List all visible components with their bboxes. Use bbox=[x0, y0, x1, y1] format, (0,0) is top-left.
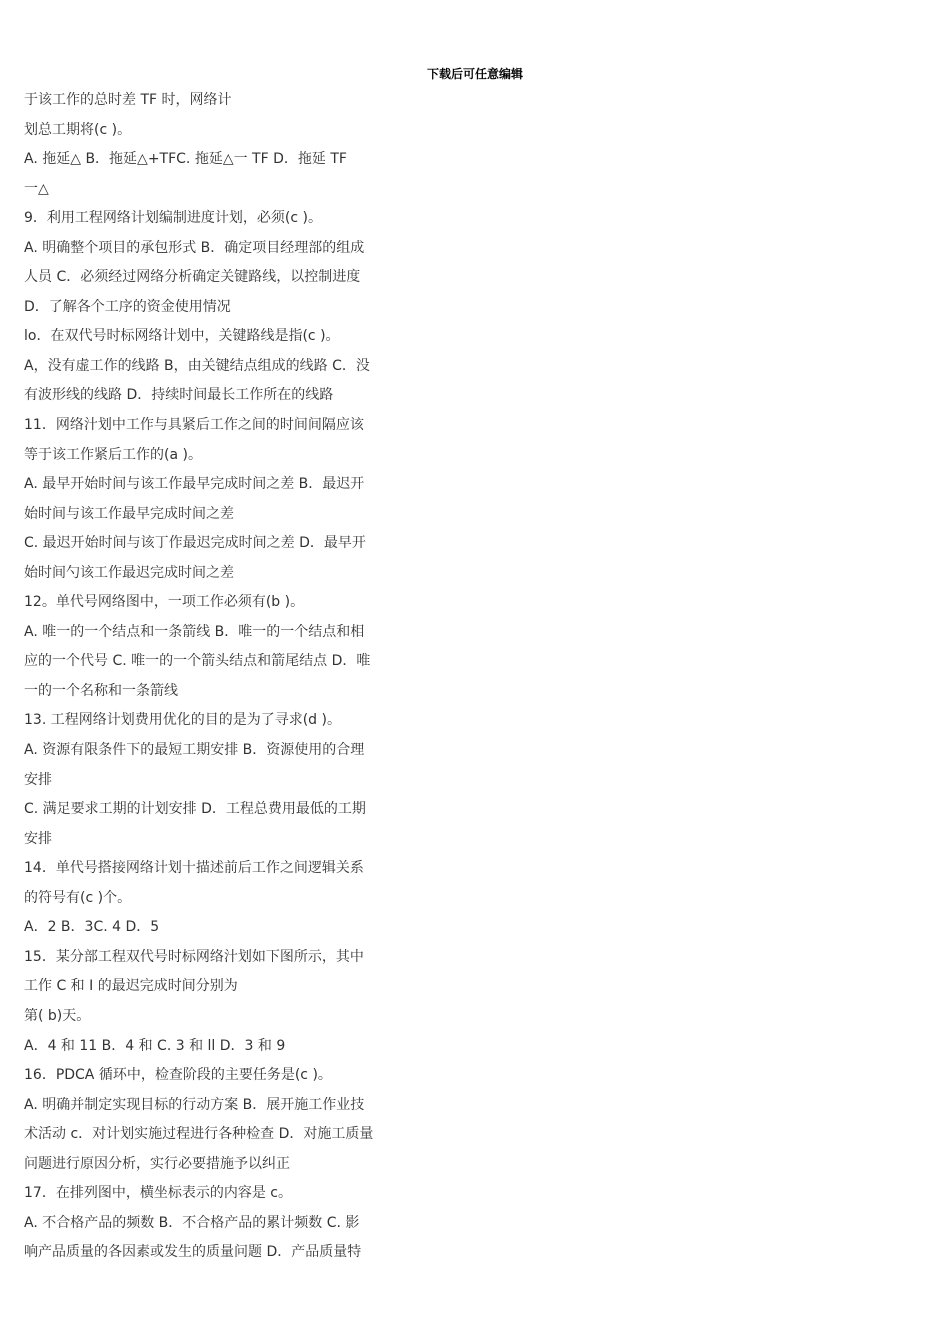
text-line: A. 明确整个项目的承包形式 B．确定项目经理部的组成 bbox=[24, 239, 365, 256]
text-line: 有波形线的线路 D．持续时间最长工作所在的线路 bbox=[24, 387, 334, 404]
text-line: A，没有虚工作的线路 B，由关键结点组成的线路 C．没 bbox=[24, 357, 370, 374]
text-line: A. 拖延△ B．拖延△+TFC. 拖延△一 TF D．拖延 TF bbox=[24, 151, 347, 168]
page-header: 下载后可任意编辑 bbox=[426, 67, 523, 81]
text-line: 9．利用工程网络计划编制进度计划，必须(c )。 bbox=[24, 210, 322, 227]
text-line: 13. 工程网络计划费用优化的目的是为了寻求(d )。 bbox=[24, 712, 341, 729]
text-line: A. 最早开始时间与该工作最早完成时间之差 B．最迟开 bbox=[24, 476, 365, 493]
text-line: 划总工期将(c )。 bbox=[24, 121, 132, 138]
text-line: 一△ bbox=[24, 180, 49, 197]
text-line: A. 资源有限条件下的最短工期安排 B．资源使用的合理 bbox=[24, 742, 365, 759]
text-line: 问题进行原因分析，实行必要措施予以纠正 bbox=[24, 1155, 290, 1172]
text-line: 安排 bbox=[24, 830, 52, 847]
text-line: 等于该工作紧后工作的(a )。 bbox=[24, 446, 202, 463]
text-line: 11．网络汁划中工作与具紧后工作之间的时间间隔应该 bbox=[24, 417, 364, 434]
text-line: 应的一个代号 C. 唯一的一个箭头结点和箭尾结点 D．唯 bbox=[24, 653, 371, 670]
document-body bbox=[24, 88, 394, 1270]
text-line: 12。单代号网络图中，一项工作必须有(b )。 bbox=[24, 594, 305, 611]
text-line: 第( b)天。 bbox=[24, 1007, 91, 1024]
text-line: D．了解各个工序的资金使用情况 bbox=[24, 298, 231, 315]
text-line: 17．在排列图中，横坐标表示的内容是 c。 bbox=[24, 1185, 292, 1202]
text-line: 工作 C 和 I 的最迟完成时间分别为 bbox=[24, 978, 238, 995]
text-line: lo．在双代号时标网络计划中，关键路线是指(c )。 bbox=[24, 328, 340, 345]
text-line: A. 唯一的一个结点和一条箭线 B．唯一的一个结点和相 bbox=[24, 623, 365, 640]
text-line: 始时间与该工作最早完成时间之差 bbox=[24, 505, 234, 522]
text-line: A. 不合格产品的频数 B．不合格产品的累计频数 C. 影 bbox=[24, 1214, 360, 1231]
text-line: 16．PDCA 循环中，检查阶段的主要任务是(c )。 bbox=[24, 1067, 332, 1084]
text-line: C. 最迟开始时间与该丁作最迟完成时间之差 D．最早开 bbox=[24, 535, 366, 552]
text-line: 安排 bbox=[24, 771, 52, 788]
text-line: 14．单代号搭接网络计划十描述前后工作之间逻辑关系 bbox=[24, 860, 364, 877]
text-line: 一的一个名称和一条箭线 bbox=[24, 682, 178, 699]
text-line: A．2 B．3C. 4 D．5 bbox=[24, 919, 160, 936]
text-line: A. 明确并制定实现目标的行动方案 B．展开施工作业技 bbox=[24, 1096, 365, 1113]
text-line: 响产品质量的各因素或发生的质量问题 D．产品质量特 bbox=[24, 1244, 362, 1261]
text-line: 于该工作的总时差 TF 时，网络计 bbox=[24, 92, 232, 108]
text-line: 人员 C．必须经过网络分析确定关键路线，以控制进度 bbox=[24, 269, 361, 286]
text-line: 15．某分部工程双代号时标网络汁划如下图所示，其中 bbox=[24, 948, 364, 965]
text-line: A．4 和 11 B．4 和 C. 3 和 ll D．3 和 9 bbox=[24, 1037, 286, 1054]
text-line: C. 满足要求工期的计划安排 D．工程总费用最低的工期 bbox=[24, 801, 366, 818]
text-line: 的符号有(c )个。 bbox=[24, 889, 132, 906]
text-line: 术活动 c．对计划实施过程进行各种检查 D．对施工质量 bbox=[24, 1126, 374, 1143]
text-line: 始时间勺该工作最迟完成时间之差 bbox=[24, 564, 234, 581]
